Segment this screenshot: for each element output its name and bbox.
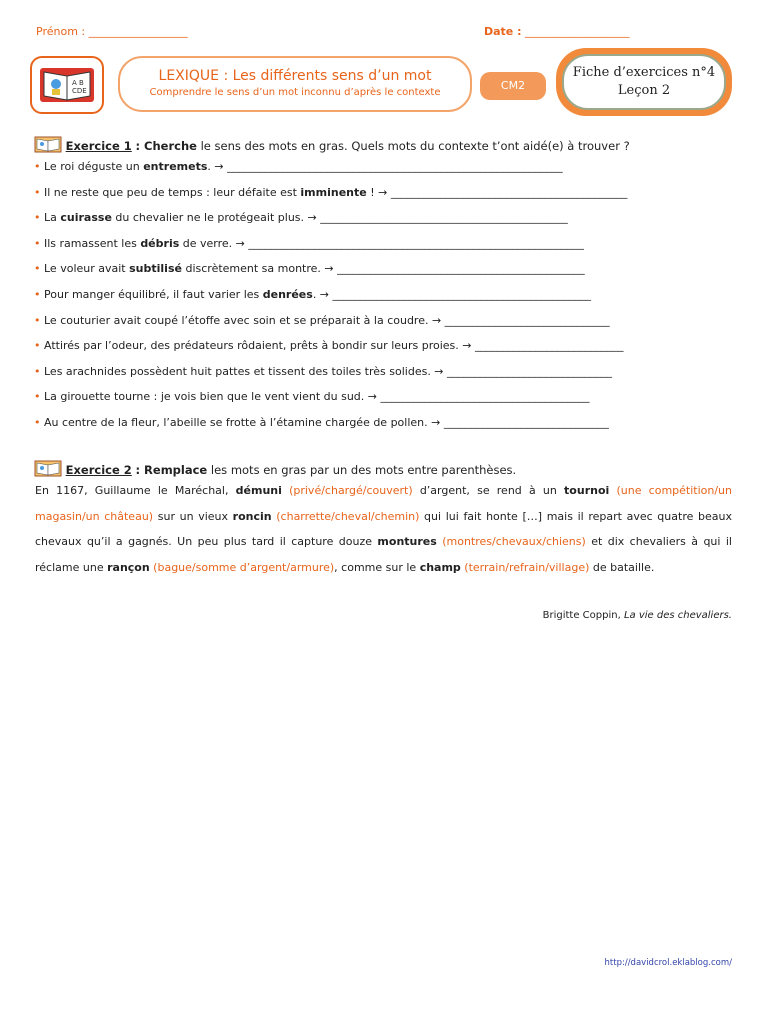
exercise2-title: Exercice 2 : Remplace les mots en gras par un des mots entre parenthèses. (34, 458, 516, 478)
bullet-icon: • (34, 211, 44, 225)
item-answer-line[interactable]: ! → ___________________________________________ (366, 185, 628, 199)
bullet-icon: • (34, 364, 44, 378)
book-illustration-icon (32, 58, 102, 112)
word-options: (terrain/refrain/village) (460, 560, 590, 574)
exercise1-verb: Cherche (144, 139, 197, 153)
page-title: LEXIQUE : Les différents sens d’un mot (158, 68, 432, 84)
item-text: Le roi déguste un (44, 160, 144, 173)
exercise1-item (34, 186, 627, 199)
bold-word: montures (377, 535, 437, 548)
bullet-icon: • (34, 262, 44, 276)
header-logo (30, 56, 104, 114)
item-text: Ils ramassent les (44, 236, 141, 250)
word-options: (montres/chevaux/chiens) (436, 535, 586, 548)
citation-author: Brigitte Coppin, (542, 610, 624, 621)
exercise2-text (35, 478, 732, 580)
bullet-icon: • (34, 288, 44, 301)
prenom-line: __________________ (88, 25, 188, 38)
bold-word: roncin (232, 509, 272, 523)
item-text: Il ne reste que peu de temps : leur défaite est (44, 185, 301, 199)
word-options: (une compétition/un magasin/un château) (35, 484, 732, 523)
item-answer-line[interactable]: de verre. → _____________________________________________________________ (179, 236, 584, 250)
item-answer-line[interactable]: du chevalier ne le protégeait plus. → _____________________________________________ (111, 211, 568, 225)
text-segment: de bataille. (589, 560, 655, 574)
date-label: Date : (484, 25, 522, 38)
lesson-number: Leçon 2 (617, 83, 671, 98)
page-subtitle: Comprendre le sens d’un mot inconnu d’après le contexte (149, 87, 441, 98)
exercise1-item (34, 314, 610, 327)
item-bold-word: débris (140, 236, 180, 250)
title-box (118, 56, 472, 112)
citation (543, 610, 732, 621)
item-bold-word: entremets (143, 160, 208, 173)
bullet-icon: • (34, 185, 44, 199)
book-icon (34, 134, 62, 154)
bold-word: champ (419, 560, 461, 574)
exercise1-item (34, 365, 612, 378)
item-answer-line[interactable]: . → _____________________________________________________________ (207, 160, 563, 173)
item-bold-word: subtilisé (129, 262, 182, 276)
exercise1-item (34, 237, 584, 250)
book-icon (34, 458, 62, 478)
exercise1-item (34, 339, 624, 352)
exercise1-item (34, 262, 585, 275)
prenom-field (36, 25, 188, 38)
svg-text:CDE: CDE (72, 87, 87, 95)
text-segment: et dix chevaliers à qui il réclame une (35, 535, 732, 574)
exercise1-title: Exercice 1 : Cherche le sens des mots en gras. Quels mots du contexte t’ont aidé(e) à trouver ? (34, 134, 630, 154)
text-segment: qui lui fait honte […] mais il repart avec quatre beaux chevaux qu’il a gagnés. Un peu plus tard il capture douze (35, 509, 732, 548)
item-answer-line[interactable]: . → _______________________________________________ (312, 288, 592, 301)
exercise1-item (34, 211, 568, 224)
level-badge: CM2 (480, 72, 546, 100)
bullet-icon: • (34, 236, 44, 250)
bullet-icon: • (34, 416, 44, 429)
prenom-label: Prénom : (36, 25, 86, 38)
word-options: (privé/chargé/couvert) (281, 484, 413, 497)
item-text: Au centre de la fleur, l’abeille se frotte à l’étamine chargée de pollen. → ______________________________ (44, 416, 609, 429)
item-bold-word: cuirasse (60, 211, 112, 225)
item-text: La (44, 211, 61, 225)
text-segment: En 1167, Guillaume le Maréchal, (35, 484, 236, 497)
bullet-icon: • (34, 160, 44, 173)
item-text: Attirés par l’odeur, des prédateurs rôdaient, prêts à bondir sur leurs proies. → ___________________________ (44, 339, 624, 353)
item-text: La girouette tourne : je vois bien que le vent vient du sud. → ______________________________________ (44, 390, 590, 404)
exercise2-instruction: les mots en gras par un des mots entre parenthèses. (210, 463, 517, 477)
item-text: Le couturier avait coupé l’étoffe avec soin et se préparait à la coudre. → ______________________________ (44, 313, 610, 327)
bullet-icon: • (34, 390, 44, 404)
bullet-icon: • (34, 313, 44, 327)
item-answer-line[interactable]: discrètement sa montre. → _____________________________________________ (181, 262, 585, 276)
exercise1-item (34, 160, 563, 173)
fiche-box (562, 54, 726, 110)
bullet-icon: • (34, 339, 44, 353)
footer-url[interactable]: http://davidcrol.eklablog.com/ (604, 958, 732, 968)
item-bold-word: denrées (262, 288, 313, 301)
text-segment: , comme sur le (334, 560, 420, 574)
exercise1-item (34, 288, 591, 301)
item-text: Le voleur avait (44, 262, 130, 276)
exercise1-item (34, 416, 609, 429)
exercise2-label: Exercice 2 (65, 463, 132, 477)
exercise2-verb: Remplace (144, 463, 208, 477)
svg-text:A B: A B (72, 79, 84, 87)
exercise1-item (34, 390, 590, 403)
word-options: (bague/somme d’argent/armure) (149, 560, 335, 574)
bold-word: démuni (235, 484, 282, 497)
text-segment: d’argent, se rend à un (412, 484, 565, 497)
exercise1-instruction: le sens des mots en gras. Quels mots du contexte t’ont aidé(e) à trouver ? (200, 139, 630, 153)
bold-word: tournoi (564, 484, 610, 497)
date-line: ___________________ (525, 25, 630, 38)
exercise1-label: Exercice 1 (65, 139, 132, 153)
citation-title: La vie des chevaliers. (623, 610, 732, 621)
word-options: (charrette/cheval/chemin) (271, 509, 420, 523)
text-segment: sur un vieux (153, 509, 233, 523)
bold-word: rançon (107, 560, 150, 574)
date-field (484, 25, 630, 38)
item-text: Pour manger équilibré, il faut varier les (44, 288, 263, 301)
fiche-number: Fiche d’exercices n°4 (572, 65, 716, 80)
item-text: Les arachnides possèdent huit pattes et tissent des toiles très solides. → ______________________________ (44, 364, 613, 378)
item-bold-word: imminente (300, 185, 367, 199)
